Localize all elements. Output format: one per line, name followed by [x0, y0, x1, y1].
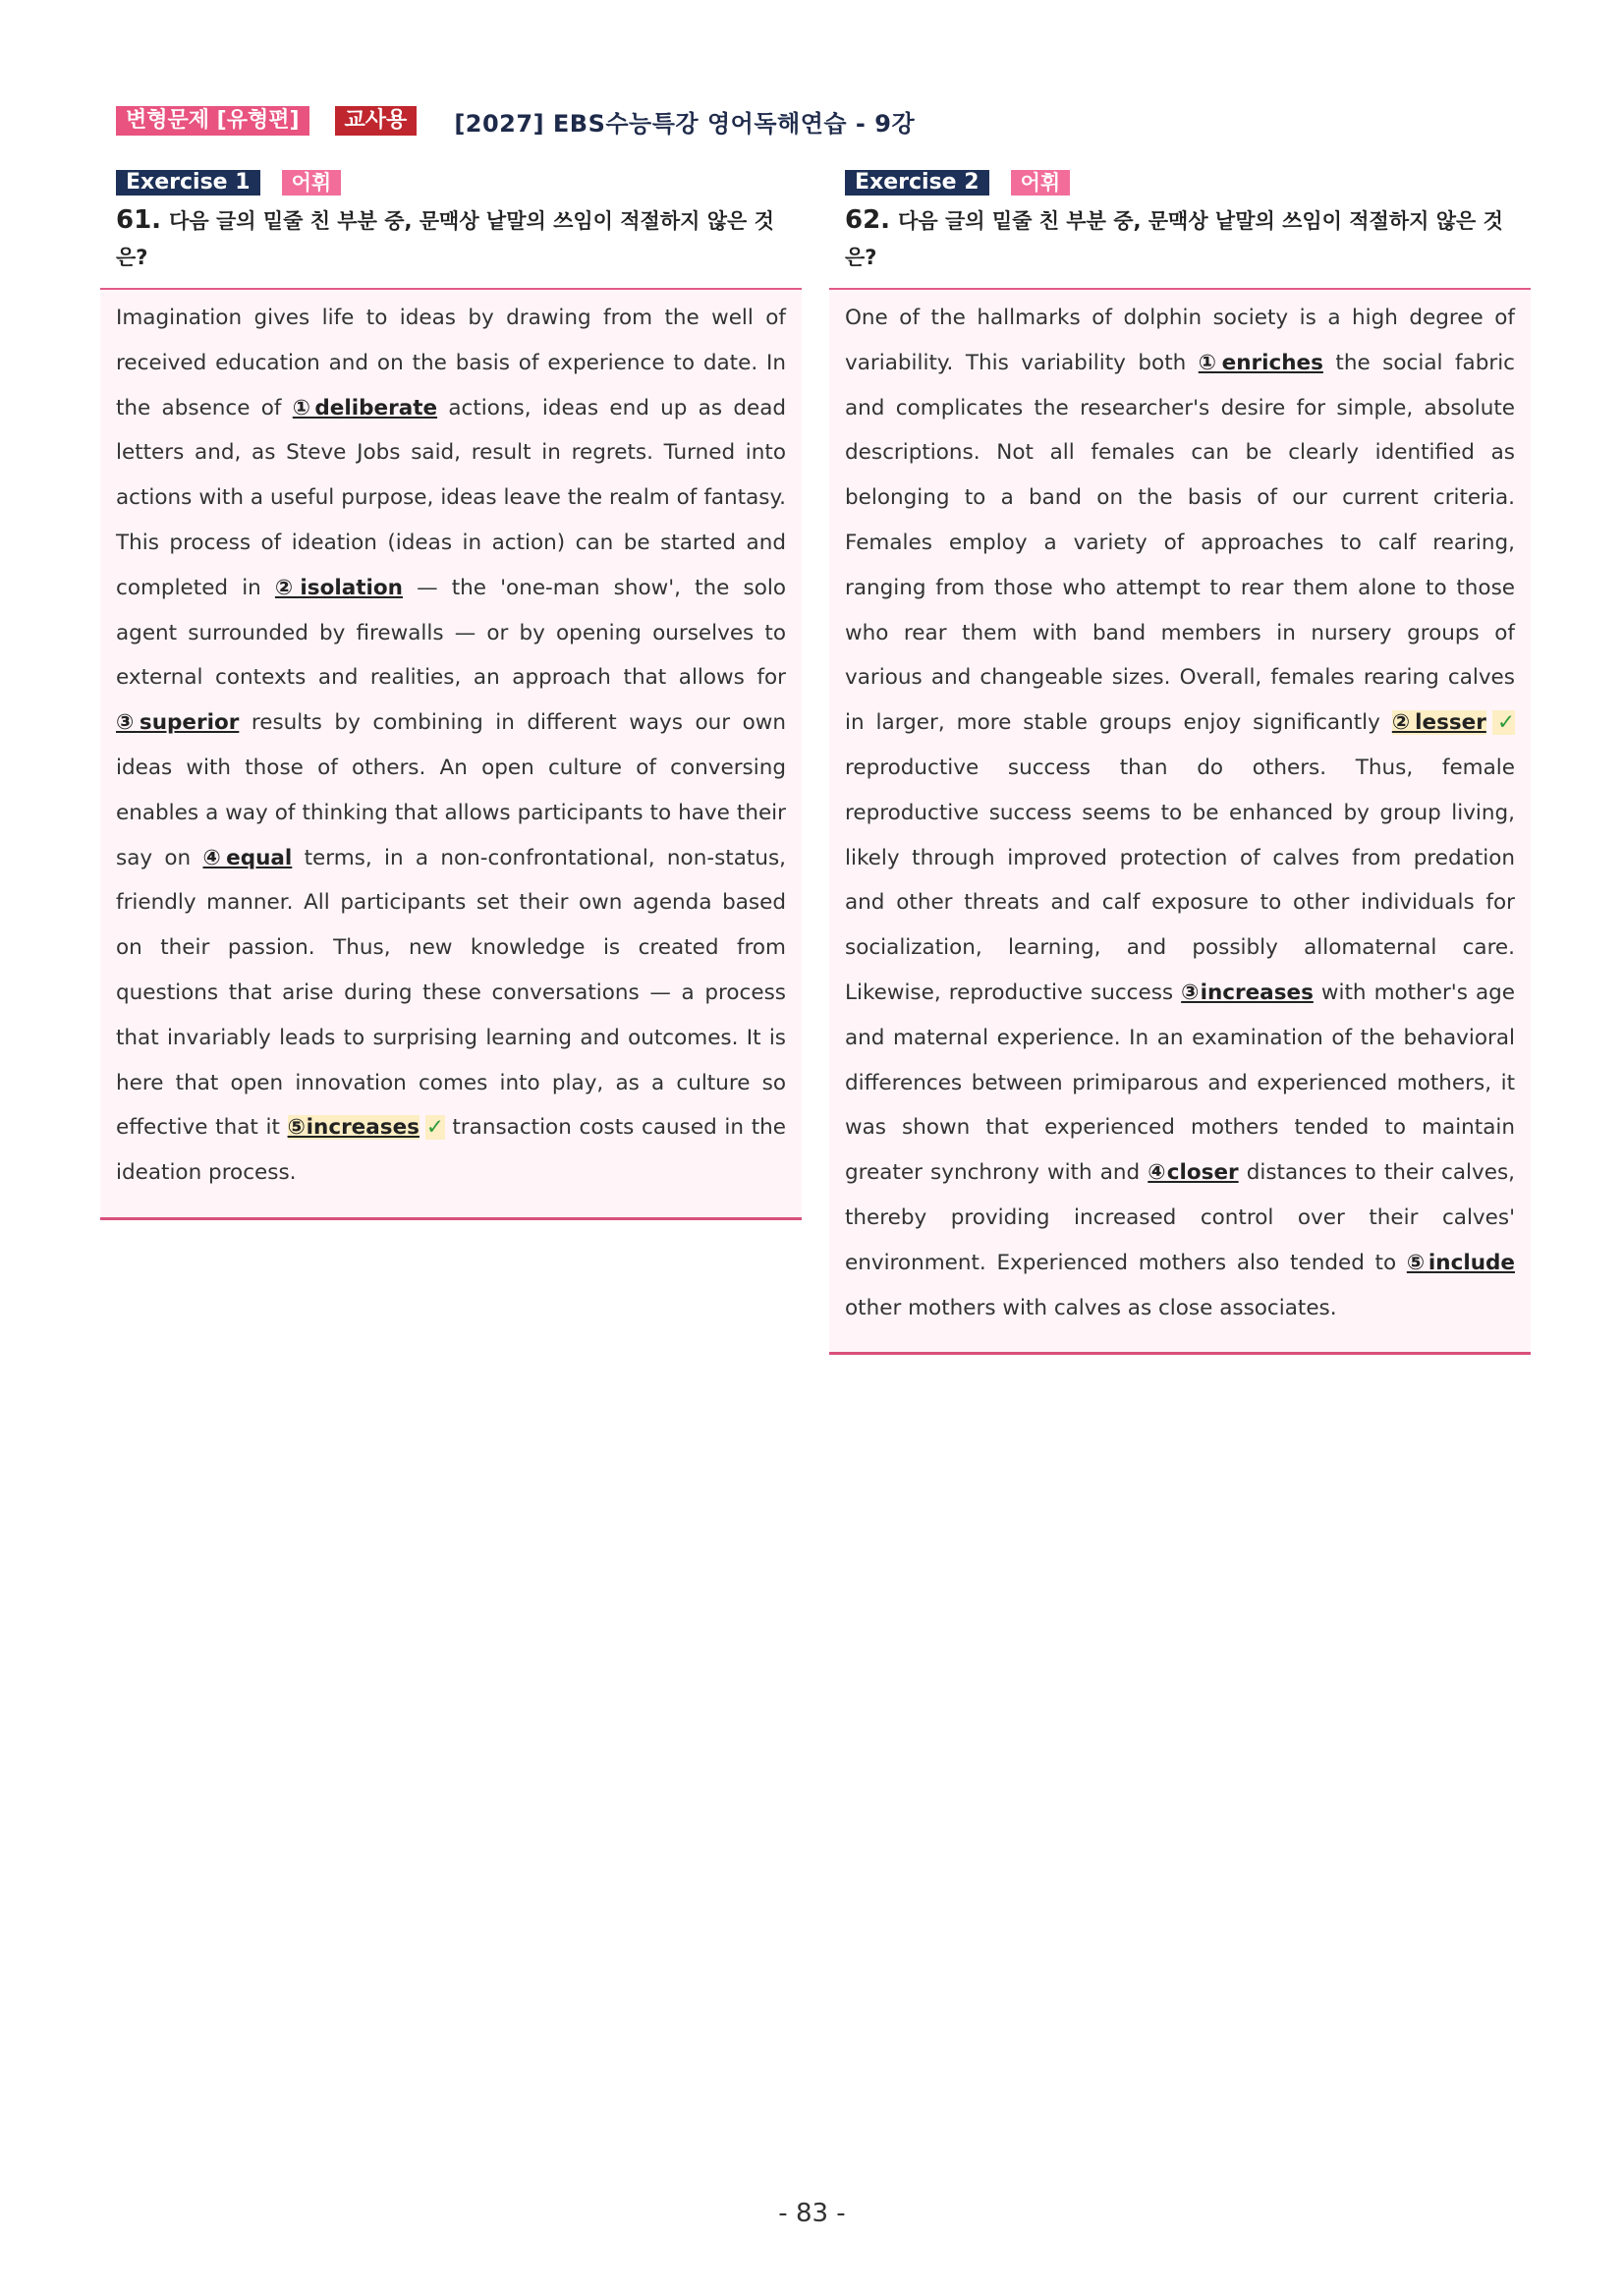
answer-check-icon: ✓	[1491, 710, 1516, 736]
exercise-label: Exercise 1	[116, 170, 260, 196]
exercise-label-row	[100, 169, 802, 196]
passage-text: One of the hallmarks of dolphin society is a high degree of variability. This variability both	[845, 306, 1515, 375]
answer-check-icon: ✓	[424, 1115, 445, 1141]
teacher-tag: 교사용	[335, 106, 418, 136]
exercise-1	[100, 169, 802, 1220]
underlined-word: ④closer	[1148, 1160, 1239, 1186]
underlined-word: ①enriches	[1198, 350, 1323, 375]
underlined-word: ④equal	[202, 845, 293, 870]
underlined-word: ⑤include	[1406, 1250, 1515, 1275]
question-text	[100, 202, 784, 276]
passage-text: other mothers with calves as close associates.	[845, 1295, 1337, 1320]
passage-text: the social fabric and complicates the researcher's desire for simple, absolute descriptions. Not all females can be clearly identified as belonging to a band on the basis of our current criteria. Females employ a variety of approaches to calf rearing, ranging from those who attempt to rear them alone to those who rear them with band members in nursery groups of various and changeable sizes. Overall, females rearing calves in larger, more stable groups enjoy significantly	[845, 350, 1515, 736]
exercise-label-row	[829, 169, 1531, 196]
passage-text: reproductive success than do others. Thus, female reproductive success seems to be enhanced by group living, likely through improved protection of calves from predation and other threats and calf exposure to other individuals for socialization, learning, and possibly allomaternal care. Likewise, reproductive success	[845, 755, 1515, 1005]
underlined-word: ①deliberate	[292, 395, 438, 420]
passage-text: terms, in a non-confrontational, non-status, friendly manner. All participants set their own agenda based on their passion. Thus, new knowledge is created from questions that arise during these conversations — a process that invariably leads to surprising learning and outcomes. It is here that open innovation comes into play, as a culture so effective that it	[116, 845, 786, 1141]
question-number: 62.	[845, 205, 891, 235]
passage-text: — the 'one-man show', the solo agent surrounded by firewalls — or by opening ourselves to external contexts and realities, an approach that allows for	[116, 575, 786, 691]
passage-text: transaction costs caused in the ideation process.	[116, 1115, 786, 1186]
passage-text: actions, ideas end up as dead letters and, as Steve Jobs said, result in regrets. Turned into actions with a useful purpose, ideas leave the realm of fantasy. This process of ideation (ideas in action) can be started and completed in	[116, 395, 787, 600]
passage-box	[829, 288, 1531, 1355]
exercise-2	[829, 169, 1531, 1355]
passage-text: Imagination gives life to ideas by drawing from the well of received education and on the basis of experience to date. In the absence of	[116, 306, 786, 420]
underlined-word: ③increases	[1181, 980, 1314, 1005]
page-header	[116, 104, 915, 138]
question-text	[829, 202, 1513, 276]
exercise-category: 어휘	[282, 170, 342, 196]
exercise-label: Exercise 2	[845, 170, 989, 196]
passage-text: with mother's age and maternal experience. In an examination of the behavioral differences between primiparous and experienced mothers, it was shown that experienced mothers tended to maintain greater synchrony with and	[845, 980, 1516, 1186]
question-prompt: 다음 글의 밑줄 친 부분 중, 문맥상 낱말의 쓰임이 적절하지 않은 것은?	[845, 209, 1503, 269]
underlined-word: ②isolation	[274, 575, 403, 600]
question-number: 61.	[116, 205, 162, 235]
type-tag: 변형문제 [유형편]	[116, 106, 309, 136]
exercise-category: 어휘	[1011, 170, 1071, 196]
underlined-word: ③superior	[116, 710, 240, 736]
page-title: [2027] EBS수능특강 영어독해연습 - 9강	[454, 109, 916, 138]
question-prompt: 다음 글의 밑줄 친 부분 중, 문맥상 낱말의 쓰임이 적절하지 않은 것은?	[116, 209, 774, 269]
answer-word: ⑤increases	[287, 1115, 420, 1141]
passage-text: results by combining in different ways our own ideas with those of others. An open culture of conversing enables a way of thinking that allows participants to have their say on	[116, 710, 786, 870]
page-number: - 83 -	[778, 2199, 846, 2228]
passage-box	[100, 288, 802, 1220]
answer-word: ②lesser	[1391, 710, 1486, 736]
passage-text: distances to their calves, thereby providing increased control over their calves' environment. Experienced mothers also tended to	[845, 1160, 1515, 1275]
